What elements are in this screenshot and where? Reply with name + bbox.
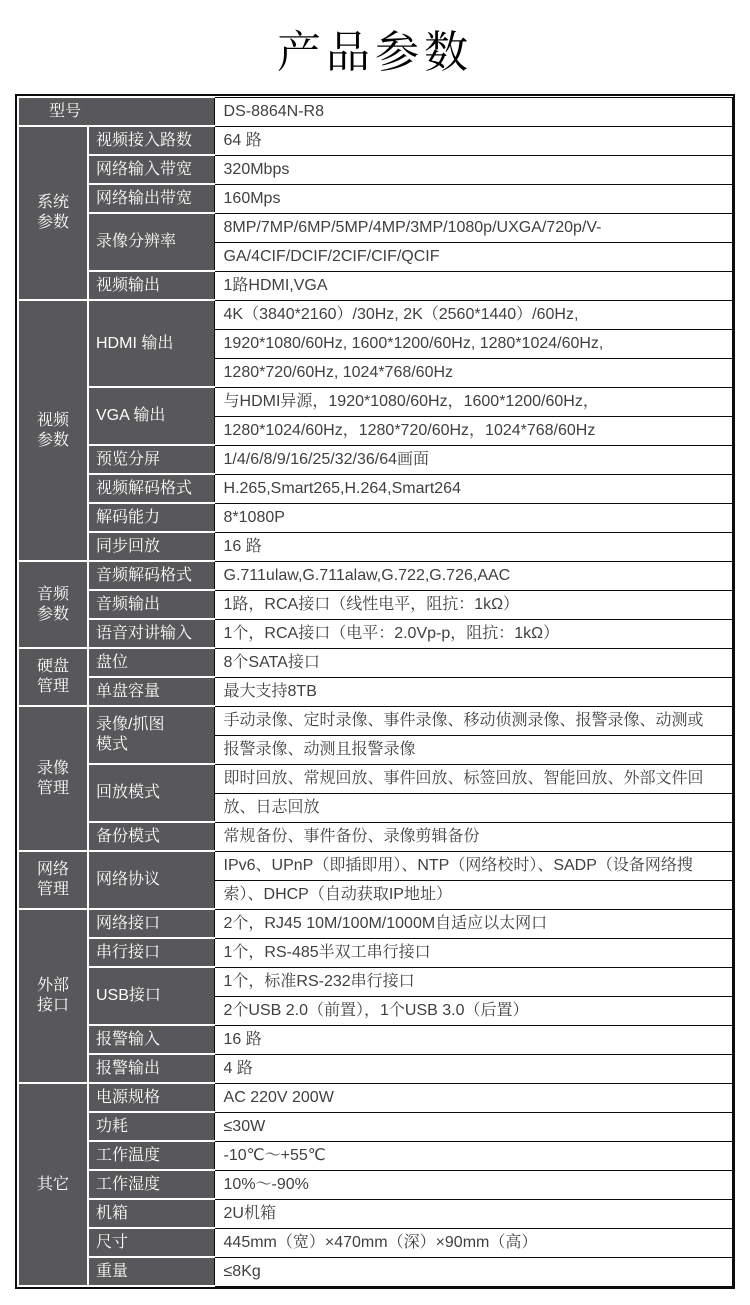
category-cell: 视频 参数 (18, 300, 88, 561)
category-cell: 外部 接口 (18, 909, 88, 1083)
spec-value-cell: 放、日志回放 (214, 793, 732, 822)
spec-row (18, 1228, 733, 1257)
spec-label-cell: 备份模式 (88, 822, 214, 851)
spec-label-cell: 网络协议 (88, 851, 214, 909)
spec-label-cell: 机箱 (88, 1199, 214, 1228)
spec-value-cell: 4 路 (214, 1054, 732, 1083)
spec-row (18, 1054, 733, 1083)
spec-value-cell: 1路，RCA接口（线性电平，阻抗：1kΩ） (214, 590, 732, 619)
spec-label-cell: 重量 (88, 1257, 214, 1286)
spec-value-cell: 1280*720/60Hz, 1024*768/60Hz (214, 358, 732, 387)
spec-label-cell: 网络接口 (88, 909, 214, 938)
spec-value-cell: 1280*1024/60Hz，1280*720/60Hz，1024*768/60Hz (214, 416, 732, 445)
spec-value-cell: 1个，RCA接口（电平：2.0Vp-p，阻抗：1kΩ） (214, 619, 732, 648)
spec-row (18, 474, 733, 503)
spec-value-cell: 手动录像、定时录像、事件录像、移动侦测录像、报警录像、动测或 (214, 706, 732, 735)
model-value-cell: DS-8864N-R8 (214, 97, 732, 126)
spec-row (18, 1257, 733, 1286)
spec-label-cell: 回放模式 (88, 764, 214, 822)
spec-label-cell: HDMI 输出 (88, 300, 214, 387)
category-cell: 硬盘 管理 (18, 648, 88, 706)
spec-row (18, 1112, 733, 1141)
spec-label-cell: 音频输出 (88, 590, 214, 619)
spec-value-cell: 1路HDMI,VGA (214, 271, 732, 300)
spec-label-cell: 串行接口 (88, 938, 214, 967)
spec-value-cell: 索）、DHCP（自动获取IP地址） (214, 880, 732, 909)
spec-label-cell: 盘位 (88, 648, 214, 677)
spec-value-cell: 8*1080P (214, 503, 732, 532)
spec-row (18, 909, 733, 938)
spec-label-cell: 录像分辨率 (88, 213, 214, 271)
spec-label-cell: 视频接入路数 (88, 126, 214, 155)
spec-label-cell: 网络输入带宽 (88, 155, 214, 184)
spec-value-cell: 445mm（宽）×470mm（深）×90mm（高） (214, 1228, 732, 1257)
spec-row (18, 271, 733, 300)
spec-row (18, 1170, 733, 1199)
spec-row (18, 155, 733, 184)
spec-label-cell: 报警输入 (88, 1025, 214, 1054)
spec-value-cell: 常规备份、事件备份、录像剪辑备份 (214, 822, 732, 851)
spec-row (18, 706, 733, 735)
spec-value-cell: 64 路 (214, 126, 732, 155)
spec-row (18, 126, 733, 155)
spec-row (18, 445, 733, 474)
spec-label-cell: 语音对讲输入 (88, 619, 214, 648)
spec-value-cell: 2个USB 2.0（前置），1个USB 3.0（后置） (214, 996, 732, 1025)
spec-value-cell: IPv6、UPnP（即插即用）、NTP（网络校时）、SADP（设备网络搜 (214, 851, 732, 880)
spec-row (18, 851, 733, 880)
spec-row (18, 213, 733, 242)
spec-row (18, 561, 733, 590)
spec-label-cell: 工作温度 (88, 1141, 214, 1170)
spec-value-cell: 2个，RJ45 10M/100M/1000M自适应以太网口 (214, 909, 732, 938)
spec-value-cell: -10℃～+55℃ (214, 1141, 732, 1170)
spec-label-cell: 同步回放 (88, 532, 214, 561)
spec-value-cell: GA/4CIF/DCIF/2CIF/CIF/QCIF (214, 242, 732, 271)
spec-value-cell: 1个，标准RS-232串行接口 (214, 967, 732, 996)
spec-label-cell: USB接口 (88, 967, 214, 1025)
spec-row (18, 590, 733, 619)
spec-label-cell: 预览分屏 (88, 445, 214, 474)
spec-label-cell: VGA 输出 (88, 387, 214, 445)
spec-label-cell: 解码能力 (88, 503, 214, 532)
spec-row (18, 938, 733, 967)
spec-value-cell: 8个SATA接口 (214, 648, 732, 677)
spec-label-cell: 报警输出 (88, 1054, 214, 1083)
spec-value-cell: 10%～-90% (214, 1170, 732, 1199)
category-cell: 其它 (18, 1083, 88, 1286)
spec-value-cell: AC 220V 200W (214, 1083, 732, 1112)
spec-value-cell: 即时回放、常规回放、事件回放、标签回放、智能回放、外部文件回 (214, 764, 732, 793)
spec-value-cell: 16 路 (214, 1025, 732, 1054)
spec-value-cell: H.265,Smart265,H.264,Smart264 (214, 474, 732, 503)
spec-label-cell: 单盘容量 (88, 677, 214, 706)
spec-row (18, 387, 733, 416)
spec-table (17, 96, 733, 1287)
spec-value-cell: 160Mps (214, 184, 732, 213)
spec-row (18, 764, 733, 793)
spec-label-cell: 工作湿度 (88, 1170, 214, 1199)
spec-value-cell: G.711ulaw,G.711alaw,G.722,G.726,AAC (214, 561, 732, 590)
spec-value-cell: 1920*1080/60Hz, 1600*1200/60Hz, 1280*1024/60Hz, (214, 329, 732, 358)
spec-table-body (18, 97, 733, 1286)
spec-row (18, 1025, 733, 1054)
spec-row (18, 184, 733, 213)
category-cell: 音频 参数 (18, 561, 88, 648)
spec-row (18, 300, 733, 329)
spec-row (18, 648, 733, 677)
spec-label-cell: 录像/抓图 模式 (88, 706, 214, 764)
spec-label-cell: 网络输出带宽 (88, 184, 214, 213)
spec-value-cell: 1个，RS-485半双工串行接口 (214, 938, 732, 967)
spec-value-cell: 报警录像、动测且报警录像 (214, 735, 732, 764)
spec-value-cell: 与HDMI异源，1920*1080/60Hz，1600*1200/60Hz， (214, 387, 732, 416)
spec-row (18, 1199, 733, 1228)
model-row (18, 97, 733, 126)
spec-value-cell: 8MP/7MP/6MP/5MP/4MP/3MP/1080p/UXGA/720p/V- (214, 213, 732, 242)
spec-label-cell: 视频输出 (88, 271, 214, 300)
spec-row (18, 677, 733, 706)
spec-value-cell: ≤8Kg (214, 1257, 732, 1286)
page-title: 产品参数 (277, 28, 473, 77)
spec-value-cell: ≤30W (214, 1112, 732, 1141)
category-cell: 网络 管理 (18, 851, 88, 909)
spec-value-cell: 2U机箱 (214, 1199, 732, 1228)
spec-label-cell: 电源规格 (88, 1083, 214, 1112)
spec-value-cell: 320Mbps (214, 155, 732, 184)
spec-row (18, 967, 733, 996)
spec-value-cell: 最大支持8TB (214, 677, 732, 706)
spec-row (18, 532, 733, 561)
spec-row (18, 1083, 733, 1112)
category-cell: 录像 管理 (18, 706, 88, 851)
spec-row (18, 503, 733, 532)
spec-value-cell: 16 路 (214, 532, 732, 561)
category-cell: 系统 参数 (18, 126, 88, 300)
spec-value-cell: 4K（3840*2160）/30Hz, 2K（2560*1440）/60Hz, (214, 300, 732, 329)
spec-label-cell: 尺寸 (88, 1228, 214, 1257)
model-label-cell: 型号 (18, 97, 214, 126)
spec-row (18, 619, 733, 648)
spec-label-cell: 功耗 (88, 1112, 214, 1141)
spec-value-cell: 1/4/6/8/9/16/25/32/36/64画面 (214, 445, 732, 474)
spec-label-cell: 音频解码格式 (88, 561, 214, 590)
spec-row (18, 1141, 733, 1170)
spec-row (18, 822, 733, 851)
spec-label-cell: 视频解码格式 (88, 474, 214, 503)
spec-table-container (15, 94, 735, 1289)
